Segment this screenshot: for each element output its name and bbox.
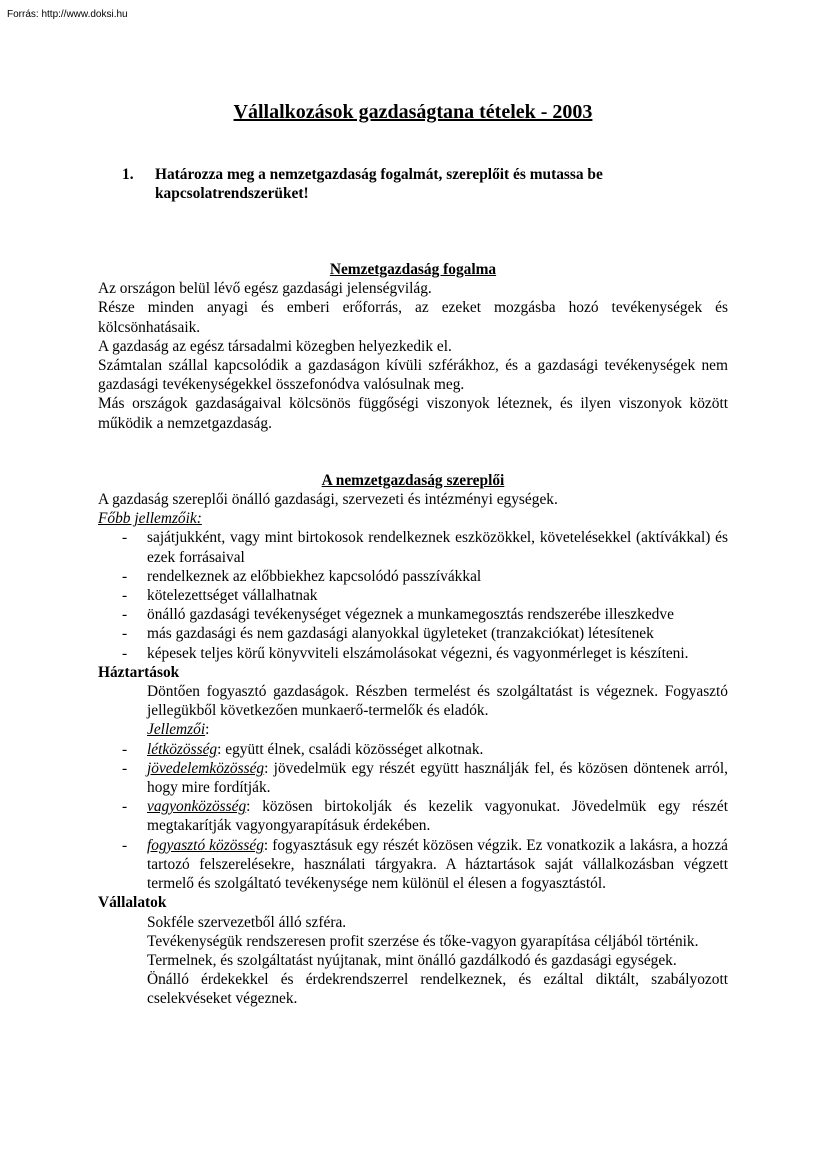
list-item: - önálló gazdasági tevékenységet végeznek a munkamegosztás rendszerébe illeszkedve [98, 605, 728, 624]
list-item: - kötelezettséget vállalhatnak [98, 586, 728, 605]
companies-heading: Vállalatok [98, 894, 167, 912]
question [122, 165, 682, 203]
households-list [98, 740, 728, 894]
list-item: - más gazdasági és nem gazdasági alanyokkal ügyleteket (tranzakciókat) létesítenek [98, 624, 728, 643]
companies-paragraph: Önálló érdekekkel és érdekrendszerrel rendelkeznek, és ezáltal diktált, szabályozott cselekvéseket végeznek. [147, 971, 728, 1008]
paragraph: A gazdaság szereplői önálló gazdasági, szervezeti és intézményi egységek. [98, 491, 558, 509]
list-item: - jövedelemközösség: jövedelmük egy részét együtt használják fel, és közösen döntenek arról, hogy mire fordítják. [98, 759, 728, 797]
paragraph: Számtalan szállal kapcsolódik a gazdaságon kívüli szférákhoz, és a gazdasági tevékenységek nem gazdasági tevékenységekkel összefonódva valósulnak meg. [98, 357, 728, 394]
paragraph: Része minden anyagi és emberi erőforrás, az ezeket mozgásba hozó tevékenységek és kölcsönhatásaik. [98, 299, 728, 336]
question-number: 1. [122, 166, 134, 183]
companies-paragraph: Tevékenységük rendszeresen profit szerzése és tőke-vagyon gyarapítása céljából történik. [147, 932, 699, 950]
source-note: Forrás: http://www.doksi.hu [7, 9, 128, 20]
companies-paragraph: Termelnek, és szolgáltatást nyújtanak, mint önálló gazdálkodó és gazdasági egységek. [147, 951, 677, 969]
list-item: - sajátjukként, vagy mint birtokosok rendelkeznek eszközökkel, követelésekkel (aktívákkal) és ezek forrásaival [98, 528, 728, 566]
list-item: - vagyonközösség: közösen birtokolják és kezelik vagyonukat. Jövedelmük egy részét megtakarítják vagyongyarapításuk érdekében. [98, 797, 728, 835]
question-text: Határozza meg a nemzetgazdaság fogalmát, szereplőit és mutassa be kapcsolatrendszerüket! [155, 166, 603, 203]
features-list [98, 528, 728, 662]
features-label: Főbb jellemzőik: [98, 510, 202, 528]
paragraph: Más országok gazdaságaival kölcsönös függőségi viszonyok léteznek, és ilyen viszonyok között működik a nemzetgazdaság. [98, 395, 728, 432]
list-item: - fogyasztó közösség: fogyasztásuk egy részét közösen végzik. Ez vonatkozik a lakásra, a hozzá tartozó felszerelésekre, használati tárgyakra. A háztartások saját vállalkozásban végzett termelő és szolgáltató tevékenysége nem különül el élesen a fogyasztástól. [98, 836, 728, 894]
section-heading-actors: A nemzetgazdaság szereplői [321, 471, 505, 489]
paragraph: A gazdaság az egész társadalmi közegben helyezkedik el. [98, 337, 452, 355]
section-heading-concept: Nemzetgazdaság fogalma [329, 261, 497, 278]
households-char-label: Jellemzői: [147, 721, 210, 739]
households-text: Döntően fogyasztó gazdaságok. Részben termelést és szolgáltatást is végeznek. Fogyasztó jellegükből következően munkaerő-termelők és eladók. [147, 683, 728, 720]
list-item: - rendelkeznek az előbbiekhez kapcsolódó passzívákkal [98, 567, 728, 586]
companies-paragraph: Sokféle szervezetből álló szféra. [147, 913, 347, 931]
households-heading: Háztartások [98, 663, 180, 681]
paragraph: Az országon belül lévő egész gazdasági jelenségvilág. [98, 280, 432, 298]
list-item: - létközösség: együtt élnek, családi közösséget alkotnak. [98, 740, 728, 759]
document-title: Vállalkozások gazdaságtana tételek - 2003 [233, 101, 593, 123]
content [98, 260, 728, 1009]
list-item: - képesek teljes körű könyvviteli elszámolásokat végezni, és vagyonmérleget is készíteni. [98, 644, 728, 663]
